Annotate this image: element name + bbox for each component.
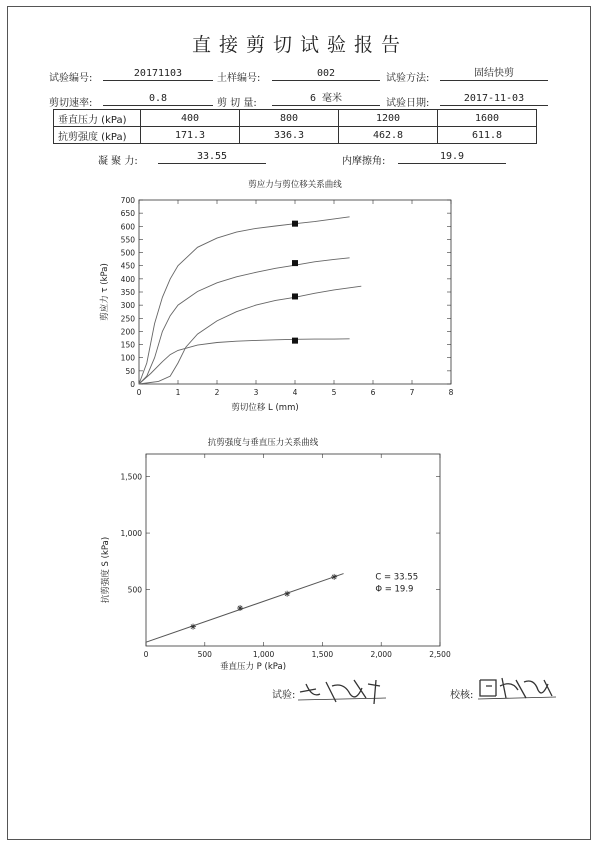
x-tick-label: 500 — [197, 650, 212, 659]
test-number-label: 试验编号: — [49, 73, 93, 84]
stress-curve-1 — [139, 339, 350, 384]
y-axis-label: 抗剪强度 S (kPa) — [101, 536, 111, 604]
x-tick-label: 1 — [175, 388, 181, 397]
peak-marker-4 — [292, 221, 298, 227]
shear-amount-label: 剪 切 量: — [217, 98, 257, 109]
shear-amount-value: 6 毫米 — [272, 93, 380, 106]
data-point — [284, 591, 290, 597]
data-point — [190, 624, 196, 630]
stress-displacement-chart — [95, 170, 475, 420]
pressure-strength-table — [53, 109, 537, 144]
method-label: 试验方法: — [386, 73, 430, 84]
tester-signature — [296, 672, 388, 706]
y-tick-label: 50 — [125, 366, 135, 376]
peak-marker-2 — [292, 293, 298, 299]
x-tick-label: 4 — [292, 388, 298, 397]
y-tick-label: 250 — [120, 314, 135, 324]
y-tick-label: 1,000 — [120, 529, 142, 539]
plot-area — [139, 200, 451, 384]
y-tick-label: 450 — [120, 261, 135, 271]
shear-strength-row — [54, 127, 537, 144]
strength-pressure-chart — [90, 432, 470, 682]
y-tick-label: 700 — [120, 196, 135, 205]
report-title: 直接剪切试验报告 — [191, 34, 408, 56]
x-tick-label: 8 — [448, 388, 454, 397]
chart-title: 抗剪强度与垂直压力关系曲线 — [207, 438, 319, 448]
y-tick-label: 400 — [120, 274, 135, 284]
y-tick-label: 500 — [127, 585, 142, 595]
y-tick-label: 300 — [120, 301, 135, 311]
sample-number-label: 土样编号: — [217, 73, 261, 84]
peak-marker-1 — [292, 338, 298, 344]
y-tick-label: 100 — [120, 353, 135, 363]
x-tick-label: 0 — [136, 388, 142, 397]
stress-curve-4 — [139, 217, 350, 384]
chart-title: 剪应力与剪位移关系曲线 — [248, 180, 342, 190]
vertical-pressure-cell: 1600 — [438, 110, 537, 127]
x-tick-label: 2,000 — [370, 650, 392, 659]
data-point — [331, 574, 337, 580]
y-axis-label: 剪应力 τ (kPa) — [100, 263, 110, 321]
fit-line — [146, 574, 344, 643]
x-tick-label: 0 — [143, 650, 149, 659]
friction-annotation: Φ = 19.9 — [375, 584, 414, 595]
vertical-pressure-label: 垂直压力 (kPa) — [54, 110, 141, 127]
stress-curve-3 — [139, 258, 350, 384]
test-date-label: 试验日期: — [386, 98, 430, 109]
y-tick-label: 500 — [120, 248, 135, 258]
shear-strength-cell: 611.8 — [438, 127, 537, 144]
shear-strength-cell: 462.8 — [339, 127, 438, 144]
x-tick-label: 2 — [214, 388, 220, 397]
cohesion-annotation: C = 33.55 — [375, 572, 419, 583]
x-tick-label: 6 — [370, 388, 376, 397]
friction-angle-label: 内摩擦角: — [342, 156, 386, 167]
y-tick-label: 350 — [120, 288, 135, 297]
y-tick-label: 150 — [120, 340, 135, 350]
y-tick-label: 600 — [120, 222, 135, 232]
vertical-pressure-cell: 1200 — [339, 110, 438, 127]
y-tick-label: 0 — [130, 380, 135, 389]
plot-area — [146, 454, 440, 646]
tester-label: 试验: — [272, 690, 296, 701]
peak-marker-3 — [292, 260, 298, 266]
shear-rate-label: 剪切速率: — [49, 98, 93, 109]
cohesion-label: 凝 聚 力: — [98, 156, 138, 167]
y-tick-label: 650 — [120, 209, 135, 219]
shear-rate-value: 0.8 — [103, 93, 213, 106]
vertical-pressure-cell: 800 — [240, 110, 339, 127]
data-point — [237, 605, 243, 611]
shear-strength-cell: 336.3 — [240, 127, 339, 144]
x-tick-label: 2,500 — [429, 650, 451, 659]
shear-strength-cell: 171.3 — [141, 127, 240, 144]
vertical-pressure-row — [54, 110, 537, 127]
vertical-pressure-cell: 400 — [141, 110, 240, 127]
x-tick-label: 7 — [409, 388, 415, 397]
x-axis-label: 垂直压力 P (kPa) — [219, 662, 287, 672]
method-value: 固结快剪 — [440, 68, 548, 81]
cohesion-value: 33.55 — [158, 151, 266, 164]
y-tick-label: 1,500 — [120, 472, 142, 482]
sample-number-value: 002 — [272, 68, 380, 81]
x-tick-label: 5 — [331, 388, 337, 397]
test-number-value: 20171103 — [103, 68, 213, 81]
y-tick-label: 200 — [120, 327, 135, 337]
test-date-value: 2017-11-03 — [440, 93, 548, 106]
x-tick-label: 1,000 — [252, 650, 275, 659]
x-tick-label: 3 — [253, 388, 259, 397]
stress-curve-2 — [139, 286, 361, 384]
friction-angle-value: 19.9 — [398, 151, 506, 164]
x-tick-label: 1,500 — [311, 650, 334, 659]
checker-label: 校核: — [450, 690, 474, 701]
shear-strength-label: 抗剪强度 (kPa) — [54, 127, 141, 144]
checker-signature — [476, 672, 560, 702]
x-axis-label: 剪切位移 L (mm) — [231, 403, 299, 413]
y-tick-label: 550 — [120, 235, 135, 245]
